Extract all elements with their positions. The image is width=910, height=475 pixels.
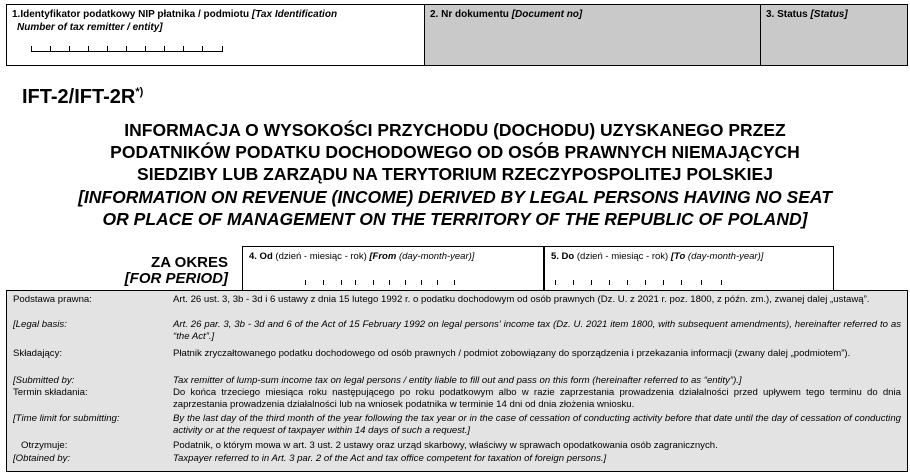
submitter-en-key: [Submitted by:: [13, 375, 75, 386]
recipient-en-value: Taxpayer referred to in Art. 3 par. 2 of the Act and tax office competent for taxation of foreign persons.]: [173, 453, 607, 464]
recipient-en-key: [Obtained by:: [13, 453, 71, 464]
deadline-en-value: By the last day of the third month of the year following the tax year or in the case of cessation of conducting activity before that date until the day of cessation of conducting activity or at the request of taxpayer within 14 days of such a request.]: [173, 413, 901, 436]
deadline-pl-key: Termin składania:: [13, 387, 88, 398]
legal-basis-pl-value: Art. 26 ust. 3, 3b - 3d i 6 ustawy z dnia 15 lutego 1992 r. o podatku dochodowym od osób prawnych (Dz. U. z 2021 r. poz. 1800, z późn. zm.), zwanej dalej „ustawą”.: [173, 294, 870, 305]
title-en-line-2: OR PLACE OF MANAGEMENT ON THE TERRITORY OF THE REPUBLIC OF POLAND]: [102, 209, 808, 229]
submitter-pl-key: Składający:: [13, 348, 63, 359]
submitter-pl-value: Płatnik zryczałtowanego podatku dochodowego od osób prawnych / podmiot zobowiązany do sporządzenia i przekazania informacji (zwany dalej „podmiotem”).: [173, 348, 851, 359]
period-from-label: 4. Od (dzień - miesiąc - rok) [From (day-month-year)]: [249, 251, 475, 262]
legal-basis-en-key: [Legal basis:: [13, 319, 67, 330]
period-label-en: [FOR PERIOD]: [124, 270, 228, 287]
recipient-pl-value: Podatnik, o którym mowa w art. 3 ust. 2 ustawy oraz urząd skarbowy, właściwy w sprawach opodatkowania osób zagranicznych.: [173, 440, 718, 451]
document-number-label: 2. Nr dokumentu [Document no]: [430, 9, 583, 20]
period-from-ticks: [305, 279, 455, 285]
document-number-field: [424, 4, 760, 66]
submitter-en-value: Tax remitter of lump-sum income tax on legal persons / entity liable to fill out and pass on this form (hereinafter referred to as “entity”).]: [173, 375, 742, 386]
instructions-panel: [6, 290, 908, 472]
period-to-label: 5. Do (dzień - miesiąc - rok) [To (day-month-year)]: [551, 251, 764, 262]
deadline-en-key: [Time limit for submitting:: [13, 413, 120, 424]
title-pl-line-1: INFORMACJA O WYSOKOŚCI PRZYCHODU (DOCHODU) UZYSKANEGO PRZEZ: [124, 120, 786, 140]
recipient-pl-key: Otrzymuje:: [21, 440, 68, 451]
legal-basis-pl-key: Podstawa prawna:: [13, 294, 92, 305]
title-en-line-1: [INFORMATION ON REVENUE (INCOME) DERIVED BY LEGAL PERSONS HAVING NO SEAT: [78, 187, 832, 207]
status-label: 3. Status [Status]: [766, 9, 848, 20]
deadline-pl-value: Do końca trzeciego miesiąca roku następującego po roku podatkowym albo w razie zaprzestania prowadzenia działalności przed upływem tego terminu do dnia zaprzestania prowadzenia działalności lub na wniosek podatnika w terminie 14 dni od dnia złożenia wniosku.: [173, 387, 901, 410]
legal-basis-en-value: Art. 26 par. 3, 3b - 3d and 6 of the Act of 15 February 1992 on legal persons' income tax (Dz. U. 2021 item 1800, with subsequent amendments), hereinafter referred to as “the Act”.]: [173, 319, 901, 342]
period-to-ticks: [555, 279, 735, 285]
nip-field-label: 1.Identyfikator podatkowy NIP płatnika / podmiotu [Tax Identification Number of tax remitter / entity]: [12, 9, 338, 33]
form-id: IFT-2/IFT-2R*): [22, 86, 144, 108]
period-label: ZA OKRES: [151, 254, 228, 271]
period-from-field[interactable]: [242, 246, 544, 291]
title-pl-line-3: SIEDZIBY LUB ZARZĄDU NA TERYTORIUM RZECZYPOSPOLITEJ POLSKIEJ: [137, 164, 773, 184]
title-pl-line-2: PODATNIKÓW PODATKU DOCHODOWEGO OD OSÓB PRAWNYCH NIEMAJĄCYCH: [110, 142, 800, 162]
nip-digit-ticks: [31, 45, 223, 52]
period-to-field[interactable]: [544, 246, 834, 291]
status-field: [760, 4, 908, 66]
form-id-note: *): [135, 86, 144, 98]
nip-field[interactable]: [6, 4, 424, 66]
